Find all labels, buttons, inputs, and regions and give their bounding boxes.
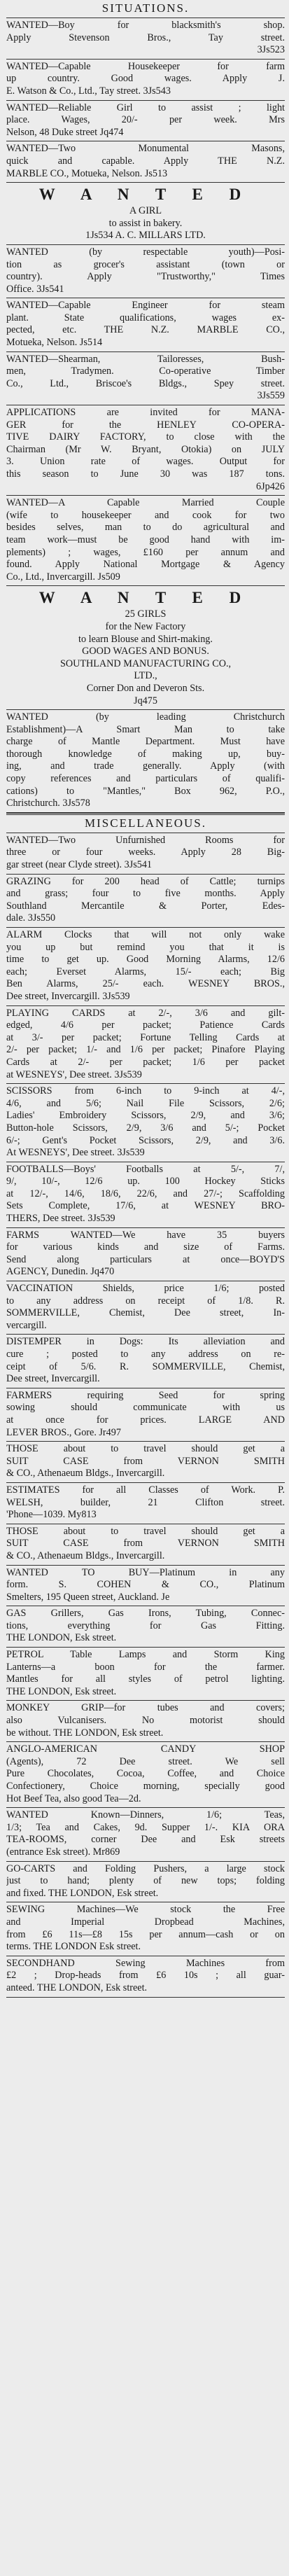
classified-ad xyxy=(6,833,285,875)
ad-line: vercargill. xyxy=(6,1319,47,1331)
ad-line: FOOTBALLS—Boys' Footballs at 5/-, 7/, xyxy=(6,1163,285,1175)
classified-ad xyxy=(6,1902,285,1956)
ad-line: pected, etc. THE N.Z. MARBLE CO., xyxy=(6,324,285,336)
ad-line: 6/-; Gent's Pocket Scissors, 2/9, and 3/6. xyxy=(6,1134,285,1146)
classified-ad xyxy=(6,1335,285,1388)
ad-line: edged, 4/6 per packet; Patience Cards xyxy=(6,1019,285,1031)
ad-line: Smelters, 195 Queen street, Auckland. Je xyxy=(6,1591,170,1603)
classified-ad xyxy=(6,1442,285,1483)
miscellaneous-ads xyxy=(6,833,285,1998)
classified-ad xyxy=(6,1956,285,1998)
classified-ad xyxy=(6,1606,285,1648)
classified-ad xyxy=(6,1701,285,1742)
ad-line: three or four weeks. Apply 28 Big- xyxy=(6,847,285,858)
ad-line: PETROL Table Lamps and Storm King xyxy=(6,1649,285,1661)
classified-ad xyxy=(6,18,285,60)
classified-ad xyxy=(6,1524,285,1566)
ad-line: W A N T E D xyxy=(38,589,253,607)
classified-ad xyxy=(6,496,285,586)
ad-line: WANTED—Two Unfurnished Rooms for xyxy=(6,834,285,846)
classified-ad xyxy=(6,1862,285,1903)
ad-line: Co., Ltd., Briscoe's Bldgs., Spey street. xyxy=(6,377,285,389)
ad-line: and grass; four to five months. Apply xyxy=(6,888,285,900)
classified-ad xyxy=(6,352,285,405)
ad-line: each; Everset Alarms, 15/- each; Big xyxy=(6,966,285,977)
ad-line: GRAZING for 200 head of Cattle; turnips xyxy=(6,875,285,887)
ad-line: dale. 3Js550 xyxy=(6,912,56,924)
ad-line: LTD., xyxy=(134,670,157,682)
ad-line: Lanterns—a boon for the farmer. xyxy=(6,1661,285,1673)
ad-line: at once for prices. LARGE AND xyxy=(6,1414,285,1426)
classified-ad xyxy=(6,1084,285,1162)
ad-line: Apply Stevenson Bros., Tay street. xyxy=(6,32,285,43)
ad-line: to assist in bakery. xyxy=(108,217,183,229)
classified-ad xyxy=(6,1281,285,1335)
ad-line: (wife to housekeeper and cook for two xyxy=(6,509,285,521)
ad-line: plements) ; wages, £160 per annum and xyxy=(6,546,285,558)
ad-line: from £6 11s—£8 15s per annum—cash or on xyxy=(6,1928,285,1940)
ad-line: at 12/-, 14/6, 18/6, 22/6, and 27/-; Scaffolding xyxy=(6,1188,285,1199)
ad-line: you up but remind you that it is xyxy=(6,941,285,953)
ad-line: E. Watson & Co., Ltd., Tay street. 3Js543 xyxy=(6,85,171,97)
ad-line: Ben Alarms, 25/- each. WESNEY BROS., xyxy=(6,978,285,990)
ad-line: Chairman (Mr W. Bryant, Otokia) on JULY xyxy=(6,443,285,455)
ad-line: GAS Grillers, Gas Irons, Tubing, Connec- xyxy=(6,1608,285,1620)
ad-line: for the New Factory xyxy=(105,620,186,632)
ad-line: VACCINATION Shields, price 1/6; posted xyxy=(6,1283,285,1295)
ad-line: and Imperial Dropbead Machines, xyxy=(6,1916,285,1928)
ad-line: Christchurch. 3Js578 xyxy=(6,798,90,809)
ad-line: At WESNEYS', Dee street. 3Js539 xyxy=(6,1147,145,1159)
ad-line: time to get up. Good Morning Alarms, 12/6 xyxy=(6,954,285,966)
ad-line: SOMMERVILLE, Chemist, Dee street, In- xyxy=(6,1307,285,1319)
ad-line: Corner Don and Deveron Sts. xyxy=(86,682,205,694)
ad-line: SUIT CASE from VERNON SMITH xyxy=(6,1538,285,1550)
ad-line: ALARM Clocks that will not only wake xyxy=(6,929,285,940)
ad-line: DISTEMPER in Dogs: Its alleviation and xyxy=(6,1336,285,1348)
ad-line: thorough knowledge of making up, buy- xyxy=(6,748,285,760)
classified-ad xyxy=(6,60,285,101)
ad-line: MONKEY GRIP—for tubes and covers; xyxy=(6,1702,285,1714)
classified-ad xyxy=(6,1483,285,1524)
ad-line: 3Js523 xyxy=(257,44,285,56)
section-heading-miscellaneous: MISCELLANEOUS. xyxy=(6,815,285,833)
ad-line: tion as grocer's assistant (town or xyxy=(6,258,285,270)
classified-ad xyxy=(6,1228,285,1281)
ad-line: AGENCY, Dunedin. Jq470 xyxy=(6,1266,115,1278)
ad-line: place. Wages, 20/- per week. Mrs xyxy=(6,114,285,126)
ad-line: 9/, 10/-, 12/6 up. 100 Hockey Sticks xyxy=(6,1176,285,1188)
classified-ad xyxy=(6,875,285,928)
ad-line: country). Apply "Trustworthy," Times xyxy=(6,271,285,283)
ad-line: also Vulcanisers. No motorist should xyxy=(6,1715,285,1727)
ad-line: WANTED—Boy for blacksmith's shop. xyxy=(6,20,285,31)
ad-line: A GIRL xyxy=(129,205,162,217)
ad-line: GER for the HENLEY CO-OPERA- xyxy=(6,419,285,431)
classified-ad xyxy=(6,1006,285,1085)
ad-line: Hot Beef Tea, also good Tea—2d. xyxy=(6,1792,141,1804)
ad-line: SUIT CASE from VERNON SMITH xyxy=(6,1455,285,1467)
ad-line: 4/6, and 5/6; Nail File Scissors, 2/6; xyxy=(6,1097,285,1109)
ad-line: to any address on receipt of 1/8. R. xyxy=(6,1295,285,1307)
ad-line: & CO., Athenaeum Bldgs., Invercargill. xyxy=(6,1550,165,1561)
ad-line: 3. Union rate of wages. Output for xyxy=(6,456,285,468)
ad-line: quick and capable. Apply THE N.Z. xyxy=(6,155,285,167)
ad-line: 2/- per packet; 1/- and 1/6 per packet; Pinafore Playing xyxy=(6,1044,285,1056)
ad-line: PLAYING CARDS at 2/-, 3/6 and gilt- xyxy=(6,1007,285,1019)
ad-line: TIVE DAIRY FACTORY, to close with the xyxy=(6,431,285,443)
ad-line: Ladies' Embroidery Scissors, 2/9, and 3/6; xyxy=(6,1110,285,1122)
ad-line: Send along particulars at once—BOYD'S xyxy=(6,1253,285,1265)
ad-line: copy references and particulars of qualifi- xyxy=(6,773,285,785)
ad-line: Establishment)—A Smart Man to take xyxy=(6,723,285,735)
ad-line: gar street (near Clyde street). 3Js541 xyxy=(6,859,153,871)
ad-line: THERS, Dee street. 3Js539 xyxy=(6,1213,115,1225)
ad-line: Mantles for all styles of petrol lighting. xyxy=(6,1673,285,1685)
ad-line: WANTED—A Capable Married Couple xyxy=(6,497,285,509)
section-heading-situations: SITUATIONS. xyxy=(6,0,285,18)
ad-line: APPLICATIONS are invited for MANA- xyxy=(6,407,285,419)
ad-line: Dee street, Invercargill. 3Js539 xyxy=(6,990,130,1002)
ad-line: 3Js559 xyxy=(257,390,285,402)
ad-line: ing, and trade generally. Apply (with xyxy=(6,760,285,772)
ad-line: SECONDHAND Sewing Machines from xyxy=(6,1957,285,1969)
ad-line: cure ; posted to any address on re- xyxy=(6,1349,285,1360)
ad-line: WELSH, builder, 21 Clifton street. xyxy=(6,1496,285,1508)
classified-ad xyxy=(6,1388,285,1442)
ad-line: cations) to "Mantles," Box 962, P.O., xyxy=(6,785,285,797)
classified-ad xyxy=(6,405,285,496)
ad-line: ANGLO-AMERICAN CANDY SHOP xyxy=(6,1743,285,1755)
classified-ad xyxy=(6,183,285,245)
classified-ad xyxy=(6,1566,285,1607)
situations-ads xyxy=(6,18,285,813)
ad-line: Pure Chocolates, Cocoa, Coffee, and Choice xyxy=(6,1768,285,1780)
ad-line: besides selves, man to do agricultural and xyxy=(6,522,285,534)
ad-line: tions, everything for Gas Fitting. xyxy=(6,1620,285,1631)
ad-line: WANTED—Two Monumental Masons, xyxy=(6,143,285,155)
classified-ad xyxy=(6,1808,285,1861)
ad-line: WANTED (by leading Christchurch xyxy=(6,711,285,723)
ad-line: found. Apply National Mortgage & Agency xyxy=(6,559,285,571)
ad-line: team work—must be good hand with im- xyxy=(6,534,285,545)
ad-line: SEWING Machines—We stock the Free xyxy=(6,1904,285,1916)
ad-line: WANTED—Capable Engineer for steam xyxy=(6,300,285,312)
ad-line: THE LONDON, Esk street. xyxy=(6,1685,117,1697)
ad-line: terms. THE LONDON Esk street. xyxy=(6,1941,141,1953)
ad-line: men, Tradymen. Co-operative Timber xyxy=(6,365,285,377)
ad-line: LEVER BROS., Gore. Jr497 xyxy=(6,1426,121,1438)
classified-ad xyxy=(6,298,285,351)
ad-line: MARBLE CO., Motueka, Nelson. Js513 xyxy=(6,167,168,179)
classified-ad xyxy=(6,245,285,298)
ad-line: WANTED (by respectable youth)—Posi- xyxy=(6,246,285,258)
ad-line: SOUTHLAND MANUFACTURING CO., xyxy=(59,657,232,669)
classified-ad xyxy=(6,586,285,710)
ad-line: THE LONDON, Esk street. xyxy=(6,1632,117,1644)
ad-line: 1/3; Tea and Cakes, 9d. Supper 1/-. KIA ORA xyxy=(6,1821,285,1833)
ad-line: form. S. COHEN & CO., Platinum xyxy=(6,1579,285,1591)
ad-line: 6Jp426 xyxy=(256,480,285,492)
ad-line: Office. 3Js541 xyxy=(6,283,64,295)
ad-line: be without. THE LONDON, Esk street. xyxy=(6,1727,164,1739)
ad-line: at WESNEYS', Dee street. 3Js539 xyxy=(6,1068,142,1080)
classified-ad xyxy=(6,101,285,142)
ad-line: FARMERS requiring Seed for spring xyxy=(6,1389,285,1401)
ad-line: WANTED—Capable Housekeeper for farm xyxy=(6,60,285,72)
ad-line: Button-hole Scissors, 2/9, 3/6 and 5/-; Pocket xyxy=(6,1122,285,1134)
ad-line: £2 ; Drop-heads from £6 10s ; all guar- xyxy=(6,1970,285,1982)
ad-line: WANTED TO BUY—Platinum in any xyxy=(6,1566,285,1578)
ad-line: Sets Complete, 17/6, at WESNEY BRO- xyxy=(6,1200,285,1212)
ad-line: Co., Ltd., Invercargill. Js509 xyxy=(6,571,120,583)
ad-line: TEA-ROOMS, corner Dee and Esk streets xyxy=(6,1834,285,1846)
ad-line: THOSE about to travel should get a xyxy=(6,1443,285,1455)
ad-line: sowing should communicate with us xyxy=(6,1402,285,1414)
ad-line: at 3/- per packet; Fortune Telling Cards at xyxy=(6,1031,285,1043)
ad-line: and fixed. THE LONDON, Esk street. xyxy=(6,1887,159,1899)
ad-line: (Agents), 72 Dee street. We sell xyxy=(6,1755,285,1767)
ad-line: Nelson, 48 Duke street Jq474 xyxy=(6,126,124,138)
ad-line: 25 GIRLS xyxy=(125,608,167,620)
ad-line: for various kinds and size of Farms. xyxy=(6,1241,285,1253)
ad-line: (entrance Esk street). Mr869 xyxy=(6,1846,120,1858)
ad-line: Motueka, Nelson. Js514 xyxy=(6,337,103,349)
classified-ad xyxy=(6,1162,285,1228)
ad-line: WANTED—Shearman, Tailoresses, Bush- xyxy=(6,353,285,365)
ad-line: to learn Blouse and Shirt-making. xyxy=(78,633,213,645)
ad-line: plant. State qualifications, wages ex- xyxy=(6,312,285,323)
ad-line: ESTIMATES for all Classes of Work. P. xyxy=(6,1484,285,1496)
ad-line: WANTED Known—Dinners, 1/6; Teas, xyxy=(6,1809,285,1821)
ad-line: 1Js534 A. C. MILLARS LTD. xyxy=(85,230,206,242)
ad-line: & CO., Athenaeum Bldgs., Invercargill. xyxy=(6,1468,165,1480)
ad-line: SCISSORS from 6-inch to 9-inch at 4/-, xyxy=(6,1085,285,1097)
classified-ad xyxy=(6,928,285,1006)
ad-line: up country. Good wages. Apply J. xyxy=(6,73,285,85)
ad-line: Dee street, Invercargill. xyxy=(6,1373,100,1385)
classified-ad xyxy=(6,1648,285,1701)
ad-line: GO-CARTS and Folding Pushers, a large stock xyxy=(6,1863,285,1874)
ad-line: Southland Mercantile & Porter, Edes- xyxy=(6,900,285,912)
ad-line: FARMS WANTED—We have 35 buyers xyxy=(6,1229,285,1241)
ad-line: WANTED—Reliable Girl to assist ; light xyxy=(6,102,285,113)
ad-line: Confectionery, Choice morning, specially good xyxy=(6,1781,285,1792)
ad-line: Jq475 xyxy=(134,695,157,706)
classified-ad xyxy=(6,1742,285,1808)
ad-line: ceipt of 5/6. R. SOMMERVILLE, Chemist, xyxy=(6,1360,285,1372)
ad-line: just to hand; plenty of new tops; folding xyxy=(6,1875,285,1887)
ad-line: charge of Mantle Department. Must have xyxy=(6,736,285,748)
ad-line: this season to June 30 was 187 tons. xyxy=(6,468,285,480)
classified-ad xyxy=(6,710,285,813)
ad-line: Cards at 2/- per packet; 1/6 per packet xyxy=(6,1056,285,1068)
ad-line: W A N T E D xyxy=(38,186,253,204)
ad-line: 'Phone—1039. My813 xyxy=(6,1509,97,1521)
ad-line: THOSE about to travel should get a xyxy=(6,1525,285,1537)
classified-ad xyxy=(6,141,285,183)
ad-line: GOOD WAGES AND BONUS. xyxy=(82,646,209,657)
ad-line: anteed. THE LONDON, Esk street. xyxy=(6,1982,148,1993)
